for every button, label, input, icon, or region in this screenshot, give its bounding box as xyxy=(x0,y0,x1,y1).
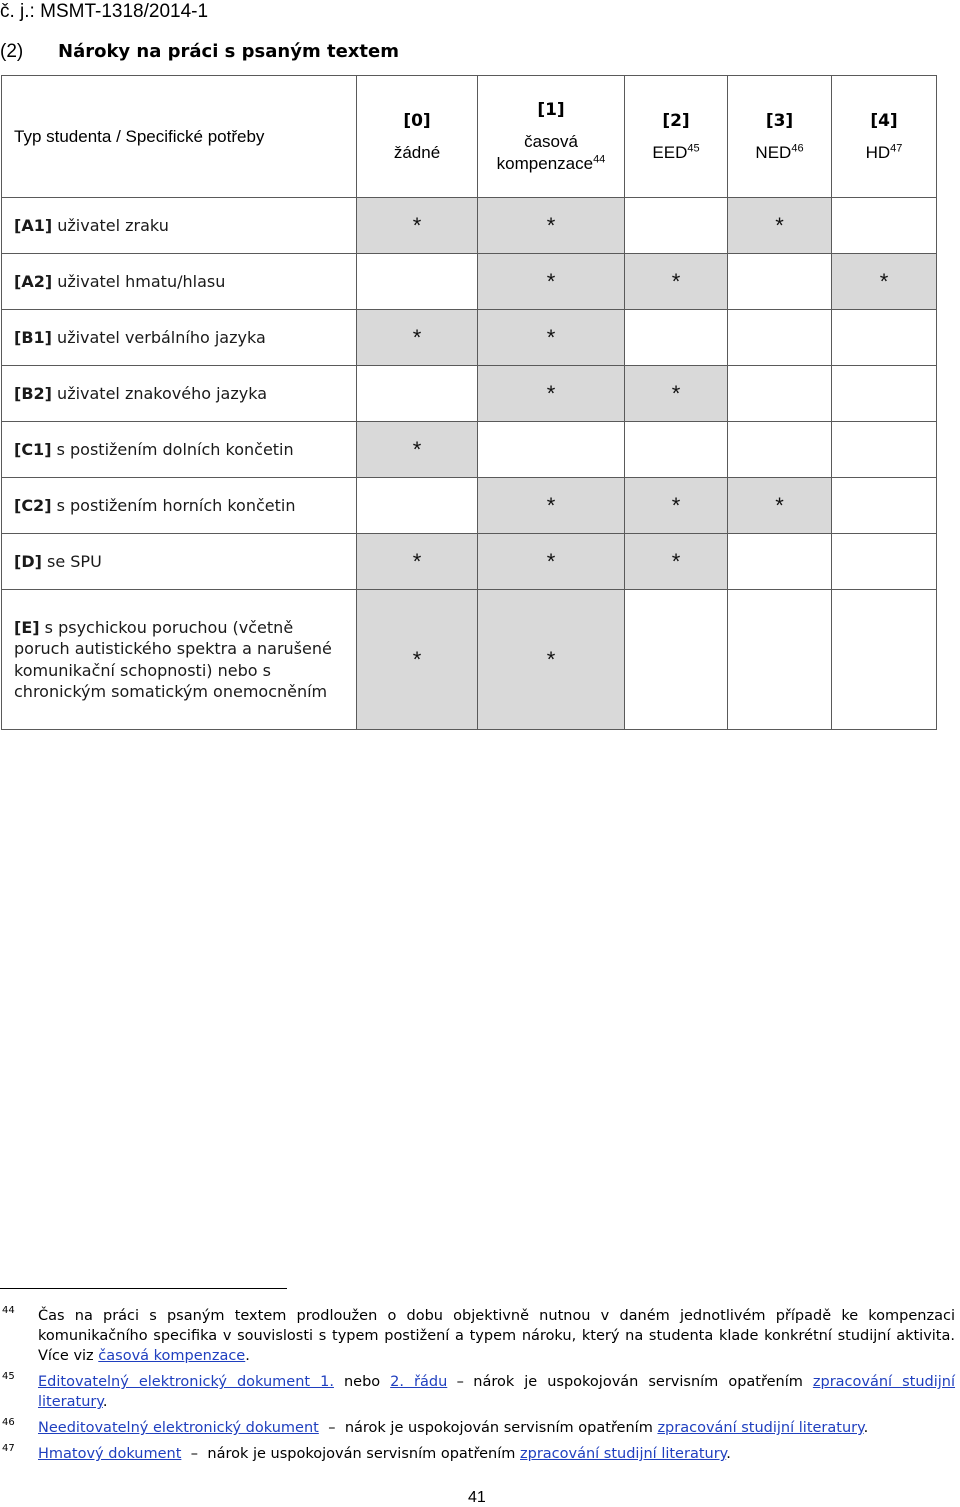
requirement-mark-cell: * xyxy=(357,422,478,478)
footnote-end: . xyxy=(863,1420,869,1436)
row-label-text: s postižením horních končetin xyxy=(56,495,296,515)
footnote-45 xyxy=(0,1372,955,1412)
footnote-dash: – xyxy=(456,1374,464,1390)
empty-cell xyxy=(728,254,832,310)
footnote-text: nárok je uspokojován servisním opatřením xyxy=(473,1374,813,1390)
column-code: [2] xyxy=(662,110,690,131)
column-code: [1] xyxy=(537,99,565,120)
empty-cell xyxy=(728,534,832,590)
footnote-text: nebo xyxy=(333,1374,391,1390)
table-row xyxy=(2,366,937,422)
row-code: [E] xyxy=(14,617,40,637)
requirement-mark-cell: * xyxy=(728,478,832,534)
table-row xyxy=(2,254,937,310)
section-title: Nároky na práci s psaným textem xyxy=(58,41,399,62)
column-name-text: časová kompenzace xyxy=(496,131,594,173)
row-label-text: s psychickou poruchou (včetně poruch autistického spektra a narušené komunikační schopnosti) nebo s chronickým somatickým onemocněním xyxy=(14,617,332,701)
header-row xyxy=(2,76,937,198)
row-label xyxy=(2,534,357,590)
empty-cell xyxy=(832,310,937,366)
footnote-dash: – xyxy=(328,1420,336,1436)
link-order-2[interactable]: 2. řádu xyxy=(390,1374,448,1390)
section-number: (2) xyxy=(0,41,24,62)
row-code: [C1] xyxy=(14,439,52,459)
table-body xyxy=(2,198,937,730)
link-editable-document-1[interactable]: Editovatelný elektronický dokument 1. xyxy=(38,1374,334,1390)
empty-cell xyxy=(832,422,937,478)
requirement-mark-cell: * xyxy=(625,366,728,422)
requirement-mark-cell: * xyxy=(357,590,478,730)
row-label-text: uživatel znakového jazyka xyxy=(57,383,268,403)
empty-cell xyxy=(625,310,728,366)
footnote-number: 46 xyxy=(2,1417,15,1428)
row-code: [B2] xyxy=(14,383,52,403)
column-name-text: HD xyxy=(865,142,891,162)
row-label-text: uživatel zraku xyxy=(57,215,169,235)
column-header-3 xyxy=(728,76,832,198)
footnote-end: . xyxy=(102,1394,108,1410)
document-reference-number: č. j.: MSMT-1318/2014-1 xyxy=(0,1,209,22)
column-code: [4] xyxy=(870,110,898,131)
link-non-editable-document[interactable]: Needitovatelný elektronický dokument xyxy=(38,1420,319,1436)
footnote-number: 47 xyxy=(2,1443,15,1454)
footnote-dash: – xyxy=(190,1446,199,1462)
table-row xyxy=(2,198,937,254)
footnote-reference: 44 xyxy=(593,152,606,165)
requirement-mark-cell: * xyxy=(625,254,728,310)
footnote-reference: 45 xyxy=(687,141,700,154)
requirement-mark-cell: * xyxy=(357,310,478,366)
requirement-mark-cell: * xyxy=(478,534,625,590)
row-code: [B1] xyxy=(14,327,52,347)
row-label xyxy=(2,198,357,254)
requirement-mark-cell: * xyxy=(625,478,728,534)
footnote-text: Čas na práci s psaným textem prodloužen o dobu objektivně nutnou v daném jednotlivém případě ke kompenzaci komunikačního specifika v souvislosti s typem postižení a typem nároku, který na studenta klade konkrétní studijní aktivita. Více viz xyxy=(38,1308,955,1364)
footnote-44 xyxy=(0,1306,955,1366)
requirements-table xyxy=(1,75,937,730)
footnote-end: . xyxy=(245,1348,250,1364)
column-name-text: EED xyxy=(652,142,688,162)
column-name-text: žádné xyxy=(393,142,441,162)
column-header-0 xyxy=(357,76,478,198)
requirement-mark-cell: * xyxy=(478,310,625,366)
row-label-text: se SPU xyxy=(47,551,102,571)
empty-cell xyxy=(625,422,728,478)
footnotes xyxy=(0,1306,955,1470)
column-name xyxy=(755,143,803,162)
row-code: [A2] xyxy=(14,271,53,291)
footnote-end: . xyxy=(726,1446,731,1462)
requirement-mark-cell: * xyxy=(728,198,832,254)
empty-cell xyxy=(357,254,478,310)
corner-header-label: Typ studenta / Specifické potřeby xyxy=(2,76,357,198)
empty-cell xyxy=(728,310,832,366)
empty-cell xyxy=(625,198,728,254)
requirement-mark-cell: * xyxy=(832,254,937,310)
table-row xyxy=(2,534,937,590)
requirement-mark-cell: * xyxy=(625,534,728,590)
empty-cell xyxy=(728,366,832,422)
column-name xyxy=(497,132,606,173)
row-label-text: uživatel verbálního jazyka xyxy=(57,327,266,347)
table-row xyxy=(2,310,937,366)
page-number: 41 xyxy=(468,1489,486,1506)
column-header-1 xyxy=(478,76,625,198)
empty-cell xyxy=(832,366,937,422)
empty-cell xyxy=(832,590,937,730)
column-code: [0] xyxy=(403,110,431,131)
row-code: [C2] xyxy=(14,495,52,515)
column-name xyxy=(866,143,903,162)
footnote-reference: 47 xyxy=(890,141,903,154)
link-tactile-document[interactable]: Hmatový dokument xyxy=(38,1446,182,1462)
empty-cell xyxy=(832,534,937,590)
link-study-literature[interactable]: zpracování studijní literatury xyxy=(657,1420,864,1436)
empty-cell xyxy=(357,366,478,422)
empty-cell xyxy=(357,478,478,534)
requirement-mark-cell: * xyxy=(478,198,625,254)
link-study-literature[interactable]: zpracování studijní literatury xyxy=(520,1446,727,1462)
column-name-text: NED xyxy=(755,142,792,162)
row-code: [A1] xyxy=(14,215,53,235)
requirement-mark-cell: * xyxy=(357,534,478,590)
footnote-47 xyxy=(0,1444,955,1464)
table-row xyxy=(2,422,937,478)
empty-cell xyxy=(478,422,625,478)
empty-cell xyxy=(625,590,728,730)
footnote-separator xyxy=(0,1288,287,1289)
link-time-compensation[interactable]: časová kompenzace xyxy=(98,1348,246,1364)
requirement-mark-cell: * xyxy=(478,590,625,730)
row-label xyxy=(2,366,357,422)
empty-cell xyxy=(832,198,937,254)
row-label xyxy=(2,590,357,730)
footnote-text: nárok je uspokojován servisním opatřením xyxy=(344,1420,658,1436)
table-row xyxy=(2,478,937,534)
empty-cell xyxy=(728,590,832,730)
requirement-mark-cell: * xyxy=(478,366,625,422)
empty-cell xyxy=(832,478,937,534)
column-name xyxy=(652,143,699,162)
row-label xyxy=(2,422,357,478)
section-heading xyxy=(0,40,399,64)
column-name xyxy=(394,143,440,162)
link-study-literature[interactable]: zpracování studijní literatury xyxy=(38,1374,956,1410)
footnote-text: nárok je uspokojován servisním opatřením xyxy=(207,1446,520,1462)
footnote-number: 45 xyxy=(2,1371,15,1382)
row-code: [D] xyxy=(14,551,42,571)
footnote-46 xyxy=(0,1418,955,1438)
empty-cell xyxy=(728,422,832,478)
requirement-mark-cell: * xyxy=(357,198,478,254)
row-label xyxy=(2,478,357,534)
requirement-mark-cell: * xyxy=(478,478,625,534)
footnote-number: 44 xyxy=(2,1305,15,1316)
column-code: [3] xyxy=(765,110,794,131)
row-label xyxy=(2,254,357,310)
row-label xyxy=(2,310,357,366)
column-header-4 xyxy=(832,76,937,198)
table-row xyxy=(2,590,937,730)
row-label-text: uživatel hmatu/hlasu xyxy=(57,271,226,291)
footnote-reference: 46 xyxy=(791,141,804,154)
row-label-text: s postižením dolních končetin xyxy=(56,439,294,459)
requirement-mark-cell: * xyxy=(478,254,625,310)
table-header xyxy=(2,76,937,198)
column-header-2 xyxy=(625,76,728,198)
